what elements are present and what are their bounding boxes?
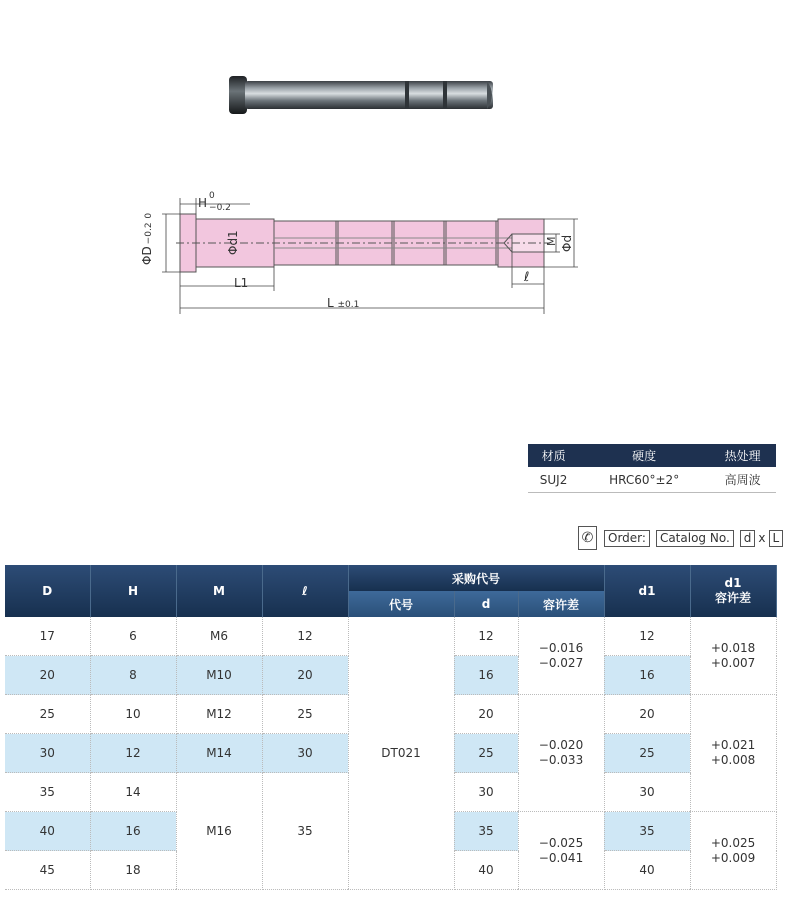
header-d1-tol: d1 容许差 [690,565,776,617]
header-d: d [454,591,518,617]
technical-drawing [140,188,590,318]
header-H: H [90,565,176,617]
cell-H: 8 [90,656,176,695]
mat-header-treatment: 热处理 [709,444,776,467]
cell-D: 25 [5,695,90,734]
cell-M: M14 [176,734,262,773]
cell-d: 16 [454,656,518,695]
cell-M: M16 [176,773,262,890]
dim-d-label: Φd [560,234,574,252]
cell-d1: 30 [604,773,690,812]
cell-D: 35 [5,773,90,812]
spec-table [5,565,777,890]
cell-d: 12 [454,617,518,656]
cell-d: 35 [454,812,518,851]
cell-ell: 30 [262,734,348,773]
cell-H: 6 [90,617,176,656]
mat-value-hardness: HRC60°±2° [579,467,709,493]
cell-d1: 40 [604,851,690,890]
dim-bigd-label: ΦD−0.2 0 [140,212,154,265]
cell-D: 30 [5,734,90,773]
cell-M: M12 [176,695,262,734]
order-x: x [758,531,766,545]
cell-d-tol: −0.020 −0.033 [518,695,604,812]
header-d1: d1 [604,565,690,617]
cell-d1: 35 [604,812,690,851]
cell-d1: 25 [604,734,690,773]
cell-D: 17 [5,617,90,656]
cell-ell: 25 [262,695,348,734]
cell-ell: 35 [262,773,348,890]
dim-l-label: L ±0.1 [327,296,360,310]
dim-m-label: M [545,236,558,246]
order-line [578,527,786,549]
header-D: D [5,565,90,617]
cell-D: 40 [5,812,90,851]
mat-header-material: 材质 [528,444,579,467]
cell-d1: 12 [604,617,690,656]
dim-d1-label: Φd1 [226,230,240,255]
dim-l1-label: L1 [234,276,249,290]
cell-M: M10 [176,656,262,695]
mat-value-treatment: 高周波 [709,467,776,493]
product-photo [225,72,500,122]
header-code: 代号 [348,591,454,617]
header-purchase-code: 采购代号 [348,565,604,591]
cell-M: M6 [176,617,262,656]
phone-icon: ✆ [578,526,597,550]
order-label: Order: [604,530,650,547]
cell-d1: 16 [604,656,690,695]
cell-d-tol: −0.016 −0.027 [518,617,604,695]
cell-ell: 12 [262,617,348,656]
cell-d: 40 [454,851,518,890]
cell-d-tol: −0.025 −0.041 [518,812,604,890]
mat-header-hardness: 硬度 [579,444,709,467]
header-ell: ℓ [262,565,348,617]
cell-d: 30 [454,773,518,812]
header-M: M [176,565,262,617]
material-table [528,444,776,493]
mat-value-material: SUJ2 [528,467,579,493]
cell-H: 18 [90,851,176,890]
order-l-box: L [769,530,784,547]
catalog-no-box: Catalog No. [656,530,734,547]
cell-d: 25 [454,734,518,773]
cell-H: 16 [90,812,176,851]
cell-D: 45 [5,851,90,890]
cell-H: 12 [90,734,176,773]
cell-code: DT021 [348,617,454,890]
order-d-box: d [740,530,756,547]
cell-H: 14 [90,773,176,812]
cell-D: 20 [5,656,90,695]
header-tol: 容许差 [518,591,604,617]
cell-H: 10 [90,695,176,734]
dim-ell-label: ℓ [524,270,530,285]
dim-h-label: H 0 −0.2 [198,191,231,213]
cell-ell: 20 [262,656,348,695]
cell-d1-tol: +0.025 +0.009 [690,812,776,890]
cell-d: 20 [454,695,518,734]
table-row [5,617,776,656]
cell-d1-tol: +0.018 +0.007 [690,617,776,695]
cell-d1-tol: +0.021 +0.008 [690,695,776,812]
cell-d1: 20 [604,695,690,734]
